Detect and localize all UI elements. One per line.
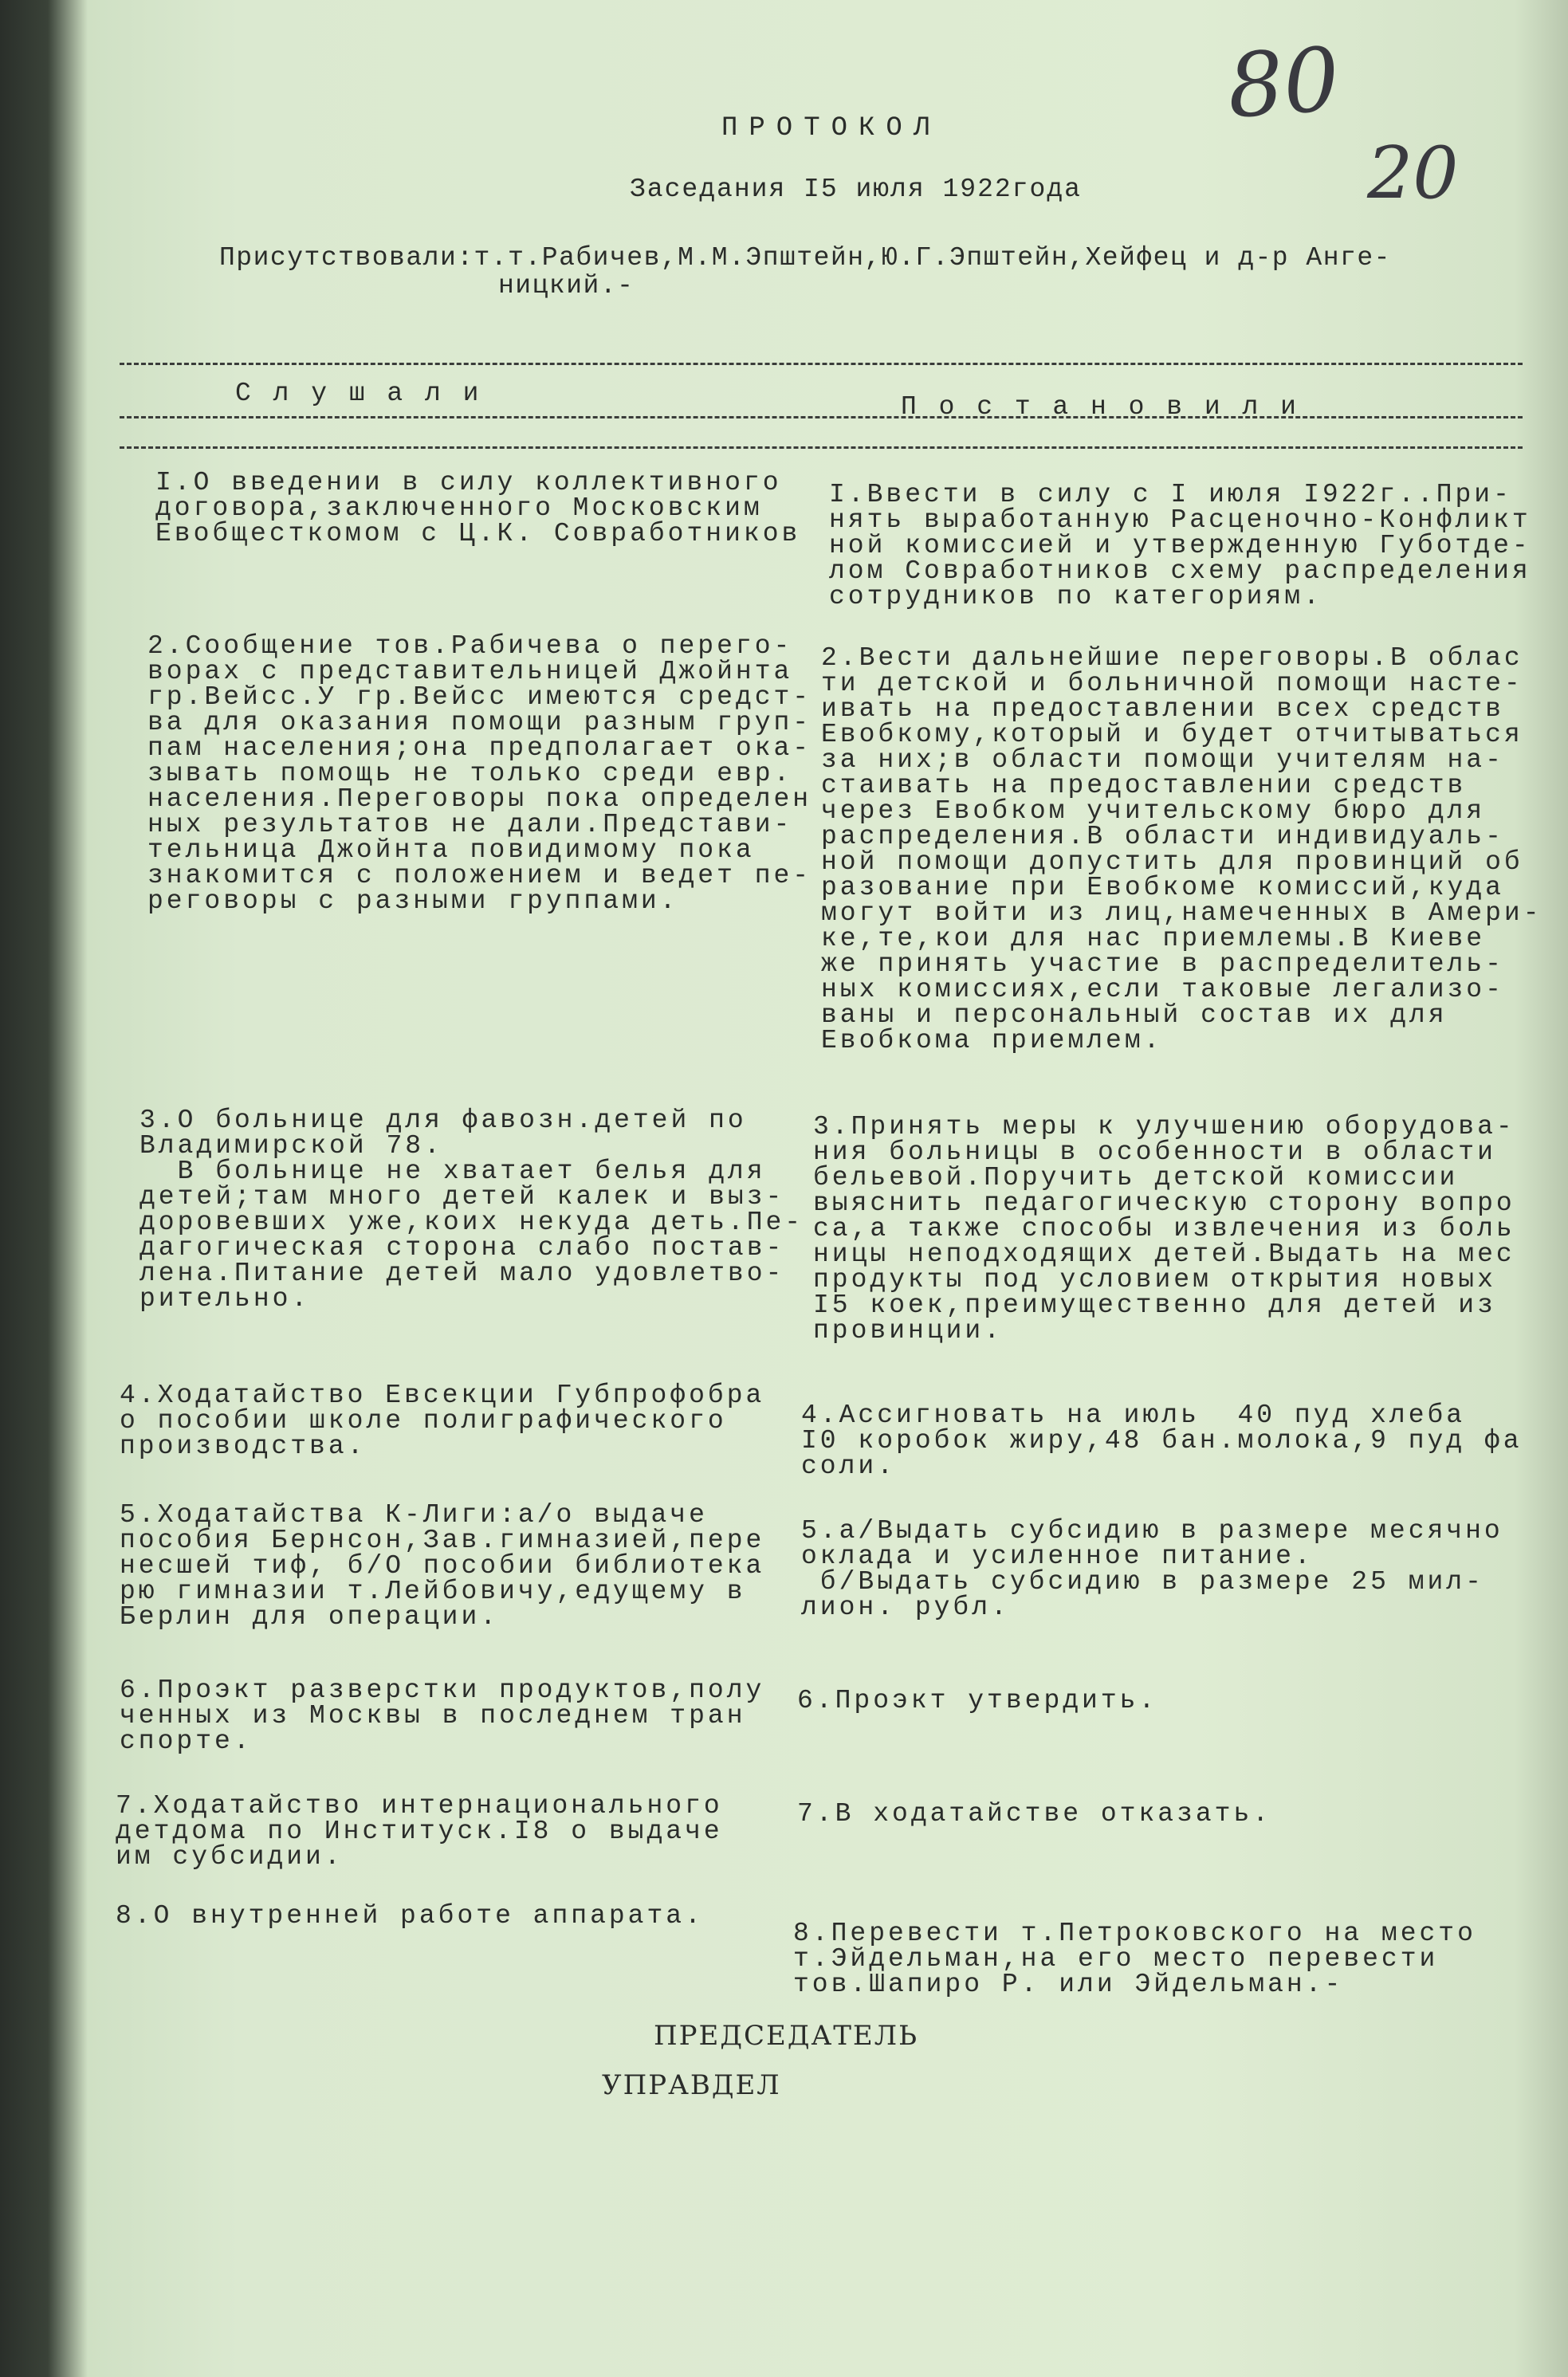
- item-4-heard: 4.Ходатайство Евсекции Губпрофобра о пособии школе полиграфического производства.: [120, 1381, 765, 1461]
- signature-manager: УПРАВДЕЛ: [602, 2069, 781, 2101]
- handwritten-page-number: 80: [1224, 28, 1343, 138]
- meeting-date: Заседания I5 июля 1922года: [630, 175, 1082, 204]
- attendees-line-1: Присутствовали:т.т.Рабичев,М.М.Эпштейн,Ю.Г.Эпштейн,Хейфец и д-р Анге-: [219, 243, 1391, 273]
- item-8-heard: 8.О внутренней работе аппарата.: [116, 1901, 704, 1931]
- item-6-resolved: 6.Проэкт утвердить.: [797, 1686, 1158, 1715]
- column-header-heard: С л у ш а л и: [235, 379, 482, 408]
- item-3-resolved: 3.Принять меры к улучшению оборудова- ния больницы в особенности в области бельевой.Поручить детской комиссии выяснить педагогическую сторону вопро са,а также способы извлечения из боль ницы неподходящих детей.Выдать на мес продукты под условием открытия новых I5 коек,преимущественно для детей из провинции.: [813, 1112, 1515, 1346]
- handwritten-sheet-number: 20: [1367, 132, 1459, 215]
- item-4-resolved: 4.Ассигновать на июль 40 пуд хлеба I0 коробок жиру,48 бан.молока,9 пуд фа соли.: [801, 1401, 1523, 1481]
- column-header-resolved: П о с т а н о в и л и: [901, 392, 1299, 422]
- item-8-resolved: 8.Перевести т.Петроковского на место т.Эйдельман,на его место перевести тов.Шапиро Р. или Эйдельман.-: [793, 1919, 1476, 1999]
- item-1-resolved: I.Ввести в силу с I июля I922г..При- нять выработанную Расценочно-Конфликт ной комиссией и утвержденную Губотде- лом Совработников схему распределения сотрудников по категориям.: [829, 480, 1531, 611]
- attendees-line-2: ницкий.-: [498, 271, 635, 301]
- signature-chair: ПРЕДСЕДАТЕЛЬ: [654, 2020, 918, 2052]
- divider: [120, 363, 1523, 365]
- item-7-heard: 7.Ходатайство интернационального детдома по Институск.I8 о выдаче им субсидии.: [116, 1791, 723, 1872]
- item-6-heard: 6.Проэкт разверстки продуктов,полу ченных из Москвы в последнем тран спорте.: [120, 1676, 765, 1756]
- item-7-resolved: 7.В ходатайстве отказать.: [797, 1799, 1272, 1829]
- item-5-heard: 5.Ходатайства К-Лиги:а/о выдаче пособия Бернсон,Зав.гимназией,пере несшей тиф, б/О пособии библиотека рю гимназии т.Лейбовичу,едущему в Берлин для операции.: [120, 1500, 765, 1632]
- item-1-heard: I.О введении в силу коллективного договора,заключенного Московским Евобщесткомом с Ц.К. Совработников: [155, 468, 801, 548]
- divider: [120, 416, 1523, 418]
- document-title: ПРОТОКОЛ: [721, 113, 941, 143]
- item-2-resolved: 2.Вести дальнейшие переговоры.В облас ти детской и больничной помощи насте- ивать на предоставлении всех средств Евобкому,который и будет отчитываться за них;в области помощи учителям на- стаивать на предоставлении средств через Евобком учительскому бюро для распределения.В области индивидуаль- ной помощи допустить для провинций об разование при Евобкоме комиссий,куда могут войти из лиц,намеченных в Амери- ке,те,кои для нас приемлемы.В Киеве же принять участие в распределитель- ных комиссиях,если таковые легализо- ваны и персональный состав их для Евобкома приемлем.: [821, 643, 1542, 1055]
- item-5-resolved: 5.а/Выдать субсидию в размере месячно оклада и усиленное питание. б/Выдать субсидию в размере 25 мил- лион. рубл.: [801, 1516, 1503, 1622]
- item-3-heard: 3.О больнице для фавозн.детей по Владимирской 78. В больнице не хватает белья для детей;там много детей калек и выз- доровевших уже,коих некуда деть.Пе- дагогическая сторона слабо постав- лена.Питание детей мало удовлетво- рительно.: [140, 1106, 804, 1314]
- item-2-heard: 2.Сообщение тов.Рабичева о перего- ворах с представительницей Джойнта гр.Вейсс.У гр.Вейсс имеются средст- ва для оказания помощи разным груп- пам населения;она предполагает ока- зывать помощь не только среди евр. населения.Переговоры пока определен ных результатов не дали.Представи- тельница Джойнта повидимому пока знакомится с положением и ведет пе- реговоры с разными группами.: [147, 631, 812, 916]
- divider: [120, 446, 1523, 449]
